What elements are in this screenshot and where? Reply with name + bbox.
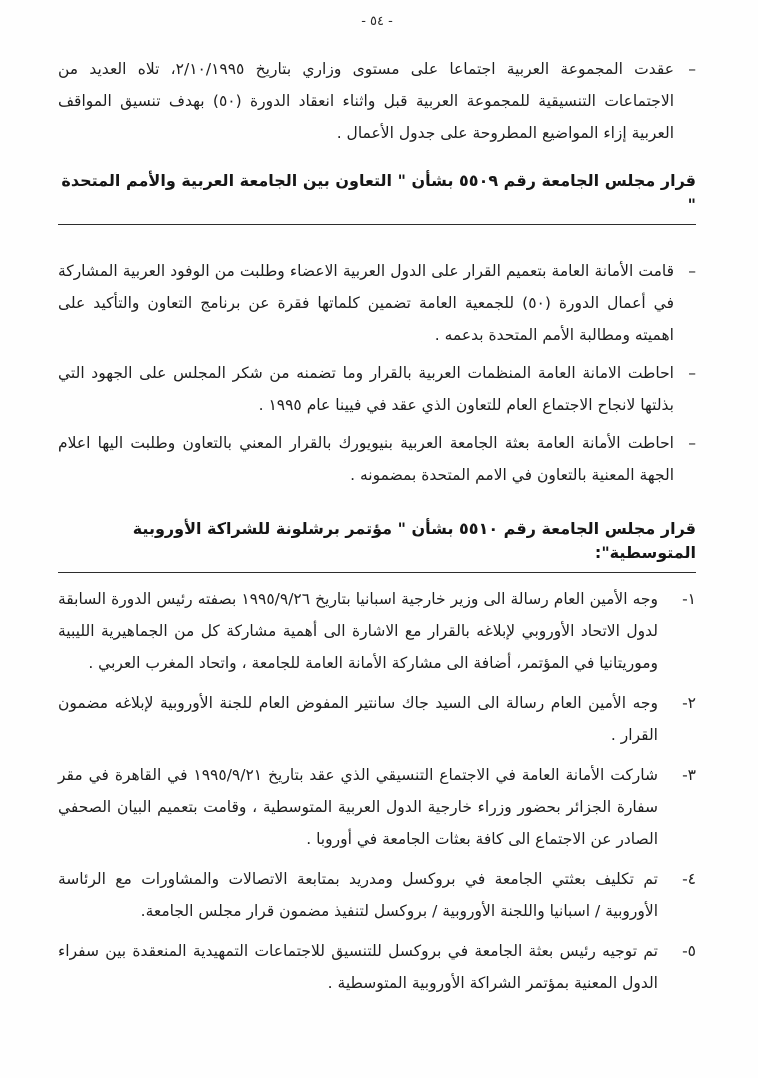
item-number: ٢- xyxy=(682,694,696,712)
page-number: - ٥٤ - xyxy=(361,14,393,29)
list-item-text: قامت الأمانة العامة بتعميم القرار على الدول العربية الاعضاء وطلبت من الوفود العربية المشاركة في أعمال الدورة (٥٠) للجمعية العامة تضمين كلماتها فقرة عن برنامج التعاون والتأكيد على اهميته ومطالبة الأمم المتحدة بدعمه . xyxy=(58,262,674,344)
resolution-5510-heading: قرار مجلس الجامعة رقم ٥٥١٠ بشأن " مؤتمر برشلونة للشراكة الأوروبية المتوسطية": xyxy=(58,517,696,573)
item-number: ٤- xyxy=(682,870,696,888)
list-item xyxy=(58,357,696,421)
list-item-text: تم توجيه رئيس بعثة الجامعة في بروكسل للتنسيق للاجتماعات التمهيدية المنعقدة بين سفراء الدول المعنية بمؤتمر الشراكة الأوروبية المتوسطية . xyxy=(58,942,658,992)
list-item-text: وجه الأمين العام رسالة الى السيد جاك سانتير المفوض العام للجنة الأوروبية لإبلاغه مضمون القرار . xyxy=(58,694,658,744)
item-number: ٥- xyxy=(682,942,696,960)
numbered-list-item xyxy=(58,935,696,999)
numbered-list-item xyxy=(58,863,696,927)
list-item-text: تم تكليف بعثتي الجامعة في بروكسل ومدريد بمتابعة الاتصالات والمشاورات مع الرئاسة الأوروبية / اسبانيا واللجنة الأوروبية / بروكسل لتنفيذ مضمون قرار مجلس الجامعة. xyxy=(58,870,658,920)
bullet-dash-icon: – xyxy=(688,262,696,280)
resolution-5510-body xyxy=(58,583,696,999)
numbered-list-item xyxy=(58,687,696,751)
bullet-dash-icon: – xyxy=(688,434,696,452)
list-item-text: احاطت الامانة العامة المنظمات العربية بالقرار وما تضمنه من شكر المجلس على الجهود التي بذلتها لانجاح الاجتماع العام للتعاون الذي عقد في فيينا عام ١٩٩٥ . xyxy=(58,364,674,414)
resolution-5509-body xyxy=(58,255,696,491)
list-item-text: شاركت الأمانة العامة في الاجتماع التنسيقي الذي عقد بتاريخ ١٩٩٥/٩/٢١ في القاهرة في مقر سفارة الجزائر بحضور وزراء خارجية الدول العربية المتوسطية ، وقامت بتعميم البيان الصحفي الصادر عن الاجتماع الى كافة بعثات الجامعة في أوروبا . xyxy=(58,766,658,848)
list-item xyxy=(58,255,696,351)
resolution-5509-heading: قرار مجلس الجامعة رقم ٥٥٠٩ بشأن " التعاون بين الجامعة العربية والأمم المتحدة " xyxy=(58,169,696,225)
intro-paragraph xyxy=(58,53,696,149)
bullet-dash-icon: – xyxy=(688,60,696,78)
numbered-list-item xyxy=(58,759,696,855)
list-item xyxy=(58,427,696,491)
item-number: ٣- xyxy=(682,766,696,784)
item-number: ١- xyxy=(682,590,696,608)
bullet-dash-icon: – xyxy=(688,364,696,382)
list-item-text: احاطت الأمانة العامة بعثة الجامعة العربية بنيويورك بالقرار المعني بالتعاون وطلبت اليها اعلام الجهة المعنية بالتعاون في الامم المتحدة بمضمونه . xyxy=(58,434,674,484)
list-item-text: وجه الأمين العام رسالة الى وزير خارجية اسبانيا بتاريخ ١٩٩٥/٩/٢٦ بصفته رئيس الدورة السابقة لدول الاتحاد الأوروبي لإبلاغه بالقرار مع الاشارة الى أهمية مشاركة كل من الجماهيرية الليبية وموريتانيا في المؤتمر، أضافة الى مشاركة الأمانة العامة للجامعة ، واتحاد المغرب العربي . xyxy=(58,590,658,672)
intro-paragraph-text: عقدت المجموعة العربية اجتماعا على مستوى وزاري بتاريخ ٢/١٠/١٩٩٥، تلاه العديد من الاجتماعات التنسيقية للمجموعة العربية قبل واثناء انعقاد الدورة (٥٠) بهدف تنسيق المواقف العربية إزاء المواضيع المطروحة على جدول الأعمال . xyxy=(58,60,674,142)
numbered-list-item xyxy=(58,583,696,679)
